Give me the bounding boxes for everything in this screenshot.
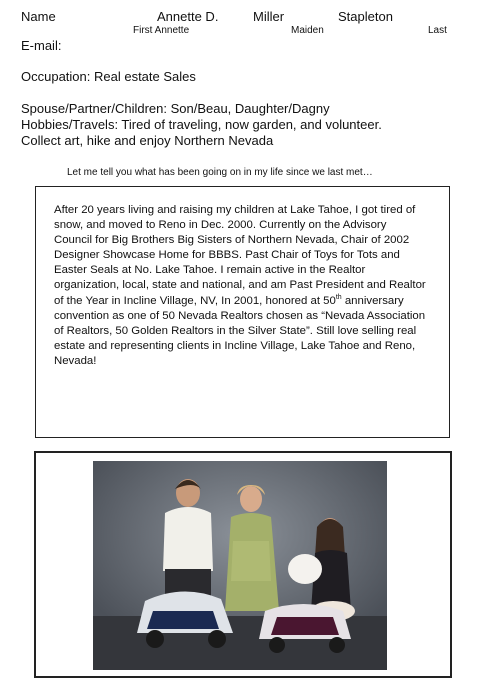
- last-name-value: Stapleton: [338, 9, 393, 24]
- occupation-line: Occupation: Real estate Sales: [21, 69, 196, 84]
- intro-line: Let me tell you what has been going on in my life since we last met…: [67, 167, 373, 178]
- hobbies-line-2: Collect art, hike and enjoy Northern Nevada: [21, 133, 274, 148]
- first-name-caption: First Annette: [133, 25, 190, 36]
- ordinal-suffix: th: [335, 293, 342, 301]
- story-box: [35, 186, 450, 438]
- first-name-value: Annette D.: [157, 9, 219, 24]
- family-line: Spouse/Partner/Children: Son/Beau, Daughter/Dagny: [21, 101, 330, 116]
- maiden-name-caption: Maiden: [291, 25, 324, 36]
- story-text-part-2: anniversary convention as one of 50 Nevada Realtors chosen as “Nevada Association of Realtors, 50 Golden Realtors in the Silver State”. Still love selling real estate and representing clients in Incline Village, Lake Tahoe and Reno, Nevada!: [54, 294, 426, 367]
- last-name-caption: Last: [428, 25, 447, 36]
- hobbies-line-1: Hobbies/Travels: Tired of traveling, now garden, and volunteer.: [21, 117, 382, 132]
- email-label: E-mail:: [21, 38, 62, 53]
- maiden-name-value: Miller: [253, 9, 285, 24]
- family-photo: [93, 461, 387, 670]
- family-photo-illustration: [93, 461, 387, 670]
- name-label: Name: [21, 9, 56, 24]
- story-text: [54, 203, 426, 369]
- photo-frame: [34, 451, 452, 678]
- story-text-part-1: After 20 years living and raising my children at Lake Tahoe, I got tired of snow, and moved to Reno in Dec. 2000. Currently on the Advisory Council for Big Brothers Big Sisters of Northern Nevada, Chair of 2002 Designer Showcase Home for BBBS. Past Chair of Toys for Tots and Easter Seals at No. Lake Tahoe. I remain active in the Realtor organization, local, state and national, and am Past President and Realtor of the Year in Incline Village, NV, In 2001, honored at 50: [54, 204, 426, 307]
